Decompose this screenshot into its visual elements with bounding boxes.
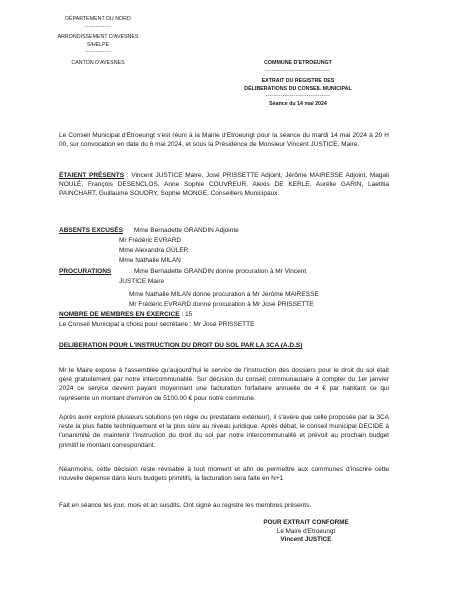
signature-block (236, 519, 376, 545)
absent-item: Mr Frédéric EVRARD (119, 237, 182, 244)
separator: ------------------------------ (265, 93, 331, 100)
present-list: : Vincent JUSTICE Maire, José PRISSETTE Adjoint, Jérôme MAIRESSE Adjoint, Magali NOULÉ, François DESENCLOS, Anne Sophie COUVREUR, Alexis DE KERLE, Aurélie GARIN, Laetitia PAINCHART, Guillaume SOUDRY, Sophie MONGE, Conseillers Municipaux. (59, 172, 389, 198)
separator: ------------ (85, 23, 111, 30)
signature-line3: Vincent JUSTICE (280, 536, 332, 544)
signature-line1: POUR EXTRAIT CONFORME (263, 519, 349, 526)
arrondissement-name: ARRONDISSEMENT D'AVESNES S/HELPE (57, 34, 139, 48)
procuration-item: JUSTICE Maire (119, 278, 165, 285)
procuration-item: Mr Frédéric EVRARD donne procuration à Mr José PRISSETTE (129, 301, 314, 308)
canton-name: CANTON D'AVESNES (71, 59, 125, 66)
absent-item: Mme Nathalie MILAN (119, 257, 181, 264)
separator: ------------------------------ (265, 67, 331, 74)
deliberation-title: DELIBERATION POUR L'INSTRUCTION DU DROIT DU SOL PAR LA 3CA (A.D.S) (59, 342, 303, 349)
commune-name: COMMUNE D'ETROEUNGT (264, 60, 332, 66)
extract-title-line2: DÉLIBERATIONS DU CONSEIL MUNICIPAL (244, 85, 352, 92)
signature-line2: Le Maire d'Etroeungt (276, 527, 336, 535)
body-paragraph: Mr le Maire expose à l'assemblée qu'aujourd'hui le service de l'instruction des dossiers pour le droit du sol était géré gratuitement par notre intercommunalité. Sur décision du conseil communautaire à compter du 1er janvier 2024 ce service devient payant moyennant une facturation forfaitaire annuelle de 4 € par habitant ce qui représente un montant d'environ de 5100.00 € pour notre commune. (59, 367, 389, 402)
members-label: NOMBRE DE MEMBRES EN EXERCICE (59, 311, 180, 318)
members-count (59, 310, 192, 319)
members-value: : 15 (179, 311, 193, 318)
left-header (46, 16, 150, 68)
procurations-label: PROCURATIONS (59, 268, 112, 275)
secretary-line: Le Conseil Municipal a choisi pour secrétaire : Mr José PRISSETTE (59, 321, 255, 328)
department-name: DÉPARTEMENT DU NORD (65, 16, 131, 22)
absent-item: Mme Alexandra GÜLER (119, 247, 189, 254)
absent-item: Mme Bernadette GRANDIN Adjointe (134, 227, 239, 234)
intro-paragraph: Le Conseil Municipal d'Etroeungt s'est réuni à la Mairie d'Etroeungt pour la séance du mardi 14 mai 2024 à 20 H 00, sur convocation en date du 6 mai 2024, et sous la Présidence de Monsieur Vincent JUSTICE, Maire. (59, 132, 389, 149)
procuration-item: Mme Bernadette GRANDIN donne procuration à Mr Vincent (134, 268, 307, 275)
separator: ------------ (85, 49, 111, 56)
closing-line: Fait en séance les jour, mois et an susdits. Ont signé au registre les membres présents. (59, 502, 312, 509)
session-date: Séance du 14 mai 2024 (269, 100, 327, 107)
body-paragraph: Après avoir exploré plusieurs solutions (en régie ou prestataire extérieur), il s'avère que celle proposée par la 3CA reste la plus fiable techniquement et la plus sûre au niveau juridique. Après débat, le conseil municipal DECIDE à l'unanimité de maintenir l'instruction du droit du sol par notre intercommunalité et prévoit au prochain budget primitif le montant correspondant. (59, 414, 389, 449)
right-header (228, 60, 368, 109)
extract-title-line1: EXTRAIT DU REGISTRE DES (261, 78, 335, 85)
body-paragraph: Néanmoins, cette décision reste révisable à tout moment et afin de permettre aux communes d'inscrire cette nouvelle dépense dans leurs budgets primitifs, la facturation sera faite en N+1 (59, 466, 389, 483)
absents-label: ABSENTS EXCUSÉS (59, 227, 123, 234)
present-members (59, 171, 389, 199)
present-label: ÉTAIENT PRÉSENTS (59, 172, 125, 179)
procuration-item: Mme Nathalie MILAN donne procuration à Mr Jérôme MAIRESSE (129, 291, 319, 298)
